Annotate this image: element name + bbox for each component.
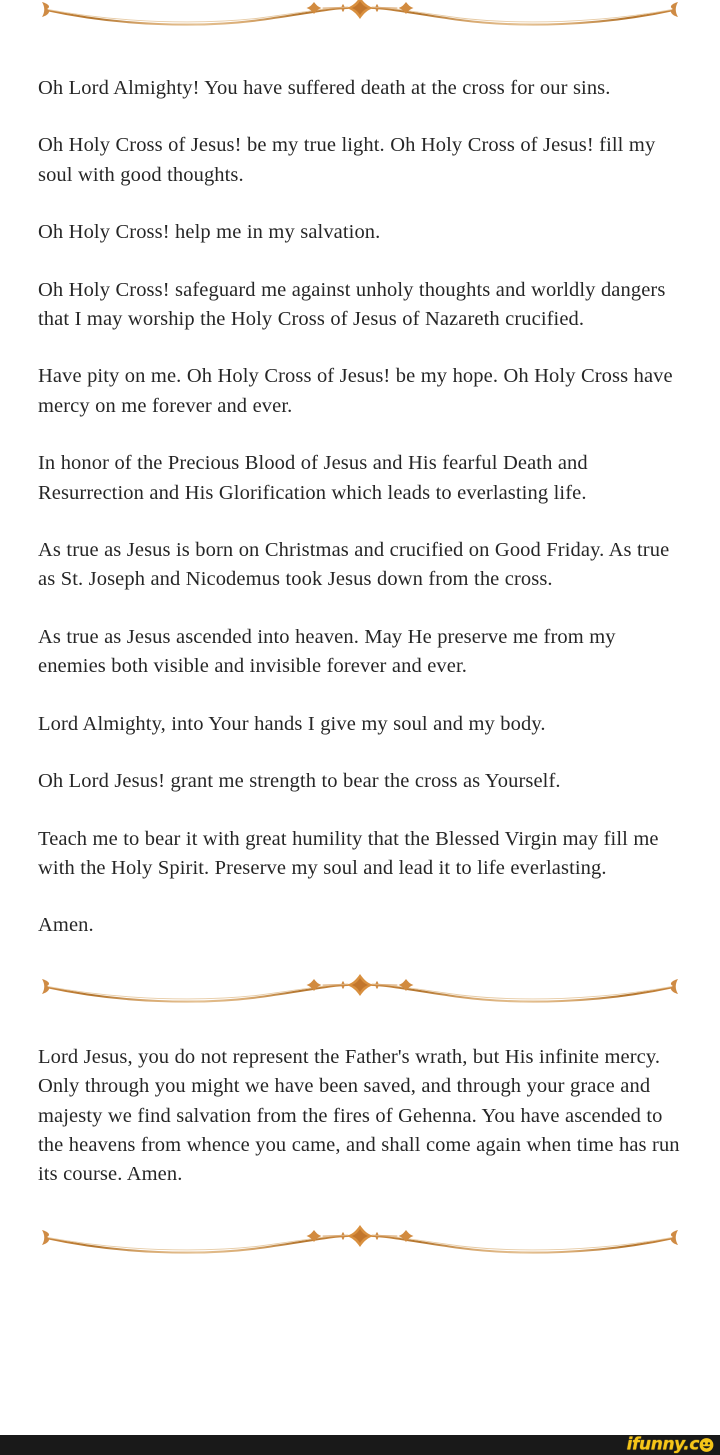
ifunny-watermark [627, 1437, 714, 1454]
paragraph: Oh Lord Almighty! You have suffered death at the cross for our sins. [38, 77, 611, 99]
paragraph: As true as Jesus is born on Christmas and crucified on Good Friday. As true as St. Joseph and Nicodemus took Jesus down from the cross. [38, 539, 670, 591]
paragraph: Lord Jesus, you do not represent the Father's wrath, but His infinite mercy. Only through you might we have been saved, and through your grace and majesty we find salvation from the fires of Gehenna. You have ascended to the heavens from whence you came, and shall come again when time has run its course. Amen. [38, 1045, 680, 1186]
paragraph: Oh Lord Jesus! grant me strength to bear the cross as Yourself. [38, 770, 561, 793]
paragraph: Have pity on me. Oh Holy Cross of Jesus! be my hope. Oh Holy Cross have mercy on me forever and ever. [38, 365, 673, 417]
paragraph: Oh Holy Cross of Jesus! be my true light. Oh Holy Cross of Jesus! fill my soul with good thoughts. [38, 134, 656, 186]
paragraph: Oh Holy Cross! safeguard me against unholy thoughts and worldly dangers that I may worship the Holy Cross of Jesus of Nazareth crucified. [38, 278, 666, 331]
paragraph: Oh Holy Cross! help me in my salvation. [38, 221, 381, 244]
watermark-bar [0, 1435, 720, 1455]
paragraph: Lord Almighty, into Your hands I give my soul and my body. [38, 712, 546, 735]
ornamental-divider-top [0, 0, 720, 26]
prayer-section-one [0, 26, 720, 941]
paragraph: Amen. [38, 914, 94, 937]
flourish-divider-icon [0, 0, 720, 26]
ornamental-divider-bottom [0, 1220, 720, 1254]
watermark-label: ifunny.c [626, 1435, 699, 1455]
prayer-section-two [0, 1043, 720, 1190]
flourish-divider-icon [0, 1220, 720, 1254]
flourish-divider-icon [0, 969, 720, 1003]
paragraph: Teach me to bear it with great humility that the Blessed Virgin may fill me with the Holy Spirit. Preserve my soul and lead it to life everlasting. [38, 827, 659, 879]
ornamental-divider-middle [0, 969, 720, 1003]
paragraph: In honor of the Precious Blood of Jesus and His fearful Death and Resurrection and His Glorification which leads to everlasting life. [38, 452, 588, 504]
paragraph: As true as Jesus ascended into heaven. May He preserve me from my enemies both visible and invisible forever and ever. [38, 625, 616, 678]
smiley-face-icon [699, 1438, 714, 1453]
